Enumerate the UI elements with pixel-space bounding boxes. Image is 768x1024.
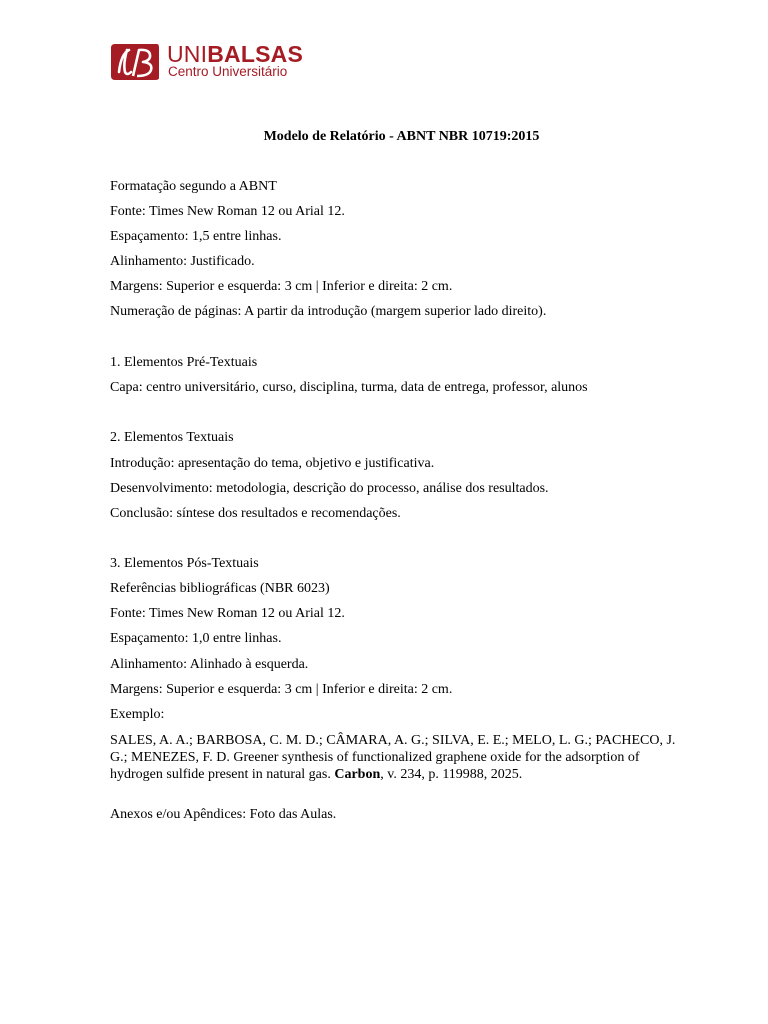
logo-brand-balsas: BALSAS xyxy=(207,41,303,67)
logo-brand-uni: UNI xyxy=(167,41,208,67)
post-textual-spacing: Espaçamento: 1,0 entre linhas. xyxy=(110,631,282,646)
reference-example-journal: Carbon xyxy=(334,767,381,782)
post-textual-alignment: Alinhamento: Alinhado à esquerda. xyxy=(110,657,309,672)
textual-development: Desenvolvimento: metodologia, descrição do processo, análise dos resultados. xyxy=(110,481,549,496)
logo-subtitle: Centro Universitário xyxy=(168,64,288,79)
formatting-page-numbering: Numeração de páginas: A partir da introdução (margem superior lado direito). xyxy=(110,304,547,319)
formatting-alignment: Alinhamento: Justificado. xyxy=(110,254,255,269)
post-textual-heading: 3. Elementos Pós-Textuais xyxy=(110,556,259,571)
annexes-line: Anexos e/ou Apêndices: Foto das Aulas. xyxy=(110,807,337,822)
university-logo xyxy=(109,42,319,82)
formatting-spacing: Espaçamento: 1,5 entre linhas. xyxy=(110,229,282,244)
unibalsas-emblem-icon xyxy=(109,42,161,82)
post-textual-margins: Margens: Superior e esquerda: 3 cm | Inferior e direita: 2 cm. xyxy=(110,682,453,697)
reference-example-text: SALES, A. A.; BARBOSA, C. M. D.; CÂMARA, A. G.; SILVA, E. E.; MELO, L. G.; PACHECO, J. G.; MENEZES, F. D. Greener synthesis of functionalized graphene oxide for the adsorption of hydrogen sulfide present in natural gas. xyxy=(110,733,676,782)
textual-introduction: Introdução: apresentação do tema, objetivo e justificativa. xyxy=(110,456,435,471)
post-textual-font: Fonte: Times New Roman 12 ou Arial 12. xyxy=(110,606,345,621)
formatting-font: Fonte: Times New Roman 12 ou Arial 12. xyxy=(110,204,345,219)
post-textual-references: Referências bibliográficas (NBR 6023) xyxy=(110,581,330,596)
document-title: Modelo de Relatório - ABNT NBR 10719:2015 xyxy=(263,129,540,144)
pre-textual-heading: 1. Elementos Pré-Textuais xyxy=(110,355,258,370)
pre-textual-cover: Capa: centro universitário, curso, disciplina, turma, data de entrega, professor, alunos xyxy=(110,380,588,395)
textual-conclusion: Conclusão: síntese dos resultados e recomendações. xyxy=(110,506,401,521)
reference-example xyxy=(110,732,690,783)
post-textual-example-label: Exemplo: xyxy=(110,707,165,722)
reference-example-details: , v. 234, p. 119988, 2025. xyxy=(380,767,523,782)
formatting-margins: Margens: Superior e esquerda: 3 cm | Inferior e direita: 2 cm. xyxy=(110,279,453,294)
textual-heading: 2. Elementos Textuais xyxy=(110,430,234,445)
formatting-heading: Formatação segundo a ABNT xyxy=(110,179,277,194)
